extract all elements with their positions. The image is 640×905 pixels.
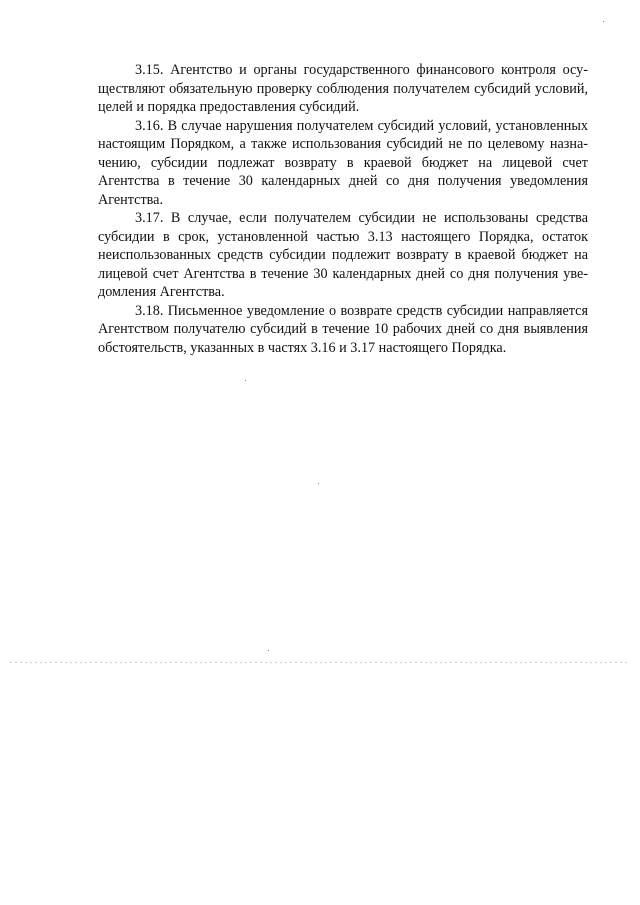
scan-artifact-mid-right bbox=[318, 483, 319, 484]
paragraph-3-18: 3.18. Письменное уведомление о возврате средств субсидии направляется Агентством получателю субсидий в течение 10 рабочих дней со дня выявления обстоятельств, указанных в частях 3.16 и 3.17 настоящего Порядка. bbox=[98, 302, 588, 356]
scan-dotted-line bbox=[10, 662, 630, 663]
paragraph-3-15: 3.15. Агентство и органы государственного финансового контроля осуществляют обязательную проверку соблюдения получателем субсидий условий, целей и порядка предоставления субсидий. bbox=[98, 62, 588, 115]
paragraph-3-16: 3.16. В случае нарушения получателем субсидий условий, установленных настоящим Порядком, а также использования субсидий не по целевому назначению, субсидии подлежат возврату в краевой бюджет на лицевой счет Агентства в течение 30 календарных дней со дня получения уведомления Агентства. bbox=[98, 117, 588, 208]
scan-artifact-mid bbox=[245, 380, 246, 381]
scan-artifact-top-right bbox=[603, 21, 604, 22]
paragraph-3-17: 3.17. В случае, если получателем субсидии не использованы средства субсидии в срок, установленной частью 3.13 настоящего Порядка, остаток неиспользованных средств субсидии подлежит возврату в краевой бюджет на лицевой счет Агентства в течение 30 календарных дней со дня получения уведомления Агентства. bbox=[98, 210, 588, 300]
document-body bbox=[98, 61, 588, 357]
scan-artifact-lower bbox=[268, 650, 269, 651]
